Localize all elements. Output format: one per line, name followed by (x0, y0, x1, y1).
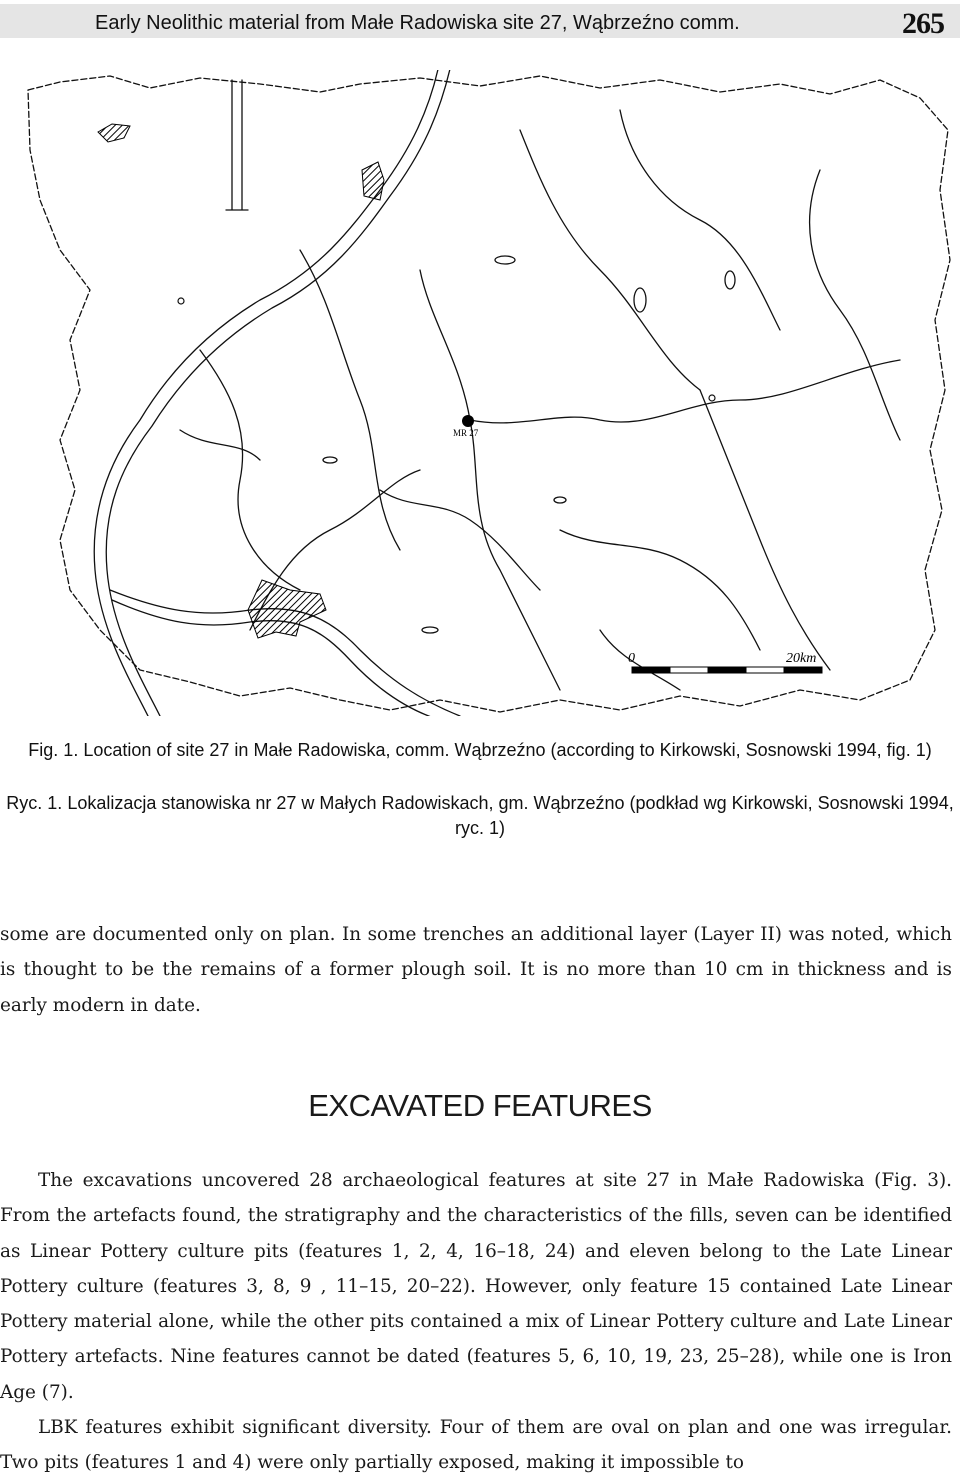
map-drawing (0, 70, 960, 716)
paragraph-text: some are documented only on plan. In some trenches an additional layer (Layer II) was noted, which is thought to be the remains of a former plough soil. It is no more than 10 cm in thickness and is early modern in date. (0, 924, 952, 1016)
scale-start: 0 (628, 651, 635, 666)
site-marker (462, 415, 474, 427)
caption-label-en: Fig. 1. (28, 740, 79, 760)
region-boundary (28, 76, 950, 712)
scale-bar (632, 667, 822, 673)
page-number: 265 (902, 7, 944, 40)
section-heading: EXCAVATED FEATURES (308, 1088, 652, 1123)
caption-text-en: Location of site 27 in Małe Radowiska, comm. Wąbrzeźno (according to Kirkowski, Sosnowski 1994, fig. 1) (78, 740, 932, 760)
caption-text-pl: Lokalizacja stanowiska nr 27 w Małych Radowiskach, gm. Wąbrzeźno (podkład wg Kirkowski, Sosnowski 1994, ryc. 1) (62, 793, 954, 838)
caption-label-pl: Ryc. 1. (6, 793, 63, 813)
running-title: Early Neolithic material from Małe Radowiska site 27, Wąbrzeźno comm. (95, 12, 740, 34)
running-header (0, 4, 960, 38)
figure-caption-pl (0, 791, 960, 841)
town-grudziadz (362, 162, 384, 200)
location-map (0, 70, 960, 716)
town-nw (98, 124, 130, 142)
paragraph-continuation (0, 917, 952, 1023)
town-torun (248, 580, 326, 638)
site-label: MR 27 (453, 428, 479, 438)
scale-end: 20km (786, 651, 817, 666)
figure-caption-en (0, 738, 960, 763)
paragraph-text: LBK features exhibit significant diversity. Four of them are oval on plan and one was irregular. Two pits (features 1 and 4) were only partially exposed, making it impossible to (0, 1417, 952, 1474)
section-body (0, 1163, 952, 1481)
paragraph-text: The excavations uncovered 28 archaeological features at site 27 in Małe Radowiska (Fig. 3). From the artefacts found, the stratigraphy and the characteristics of the fills, seven can be identified as Linear Pottery culture pits (features 1, 2, 4, 16–18, 24) and eleven belong to the Late Linear Pottery culture (features 3, 8, 9 , 11–15, 20–22). However, only feature 15 contained Late Linear Pottery material alone, while the other pits contained a mix of Linear Pottery culture and Late Linear Pottery artefacts. Nine features cannot be dated (features 5, 6, 10, 19, 23, 25–28), while one is Iron Age (7). (0, 1170, 952, 1403)
